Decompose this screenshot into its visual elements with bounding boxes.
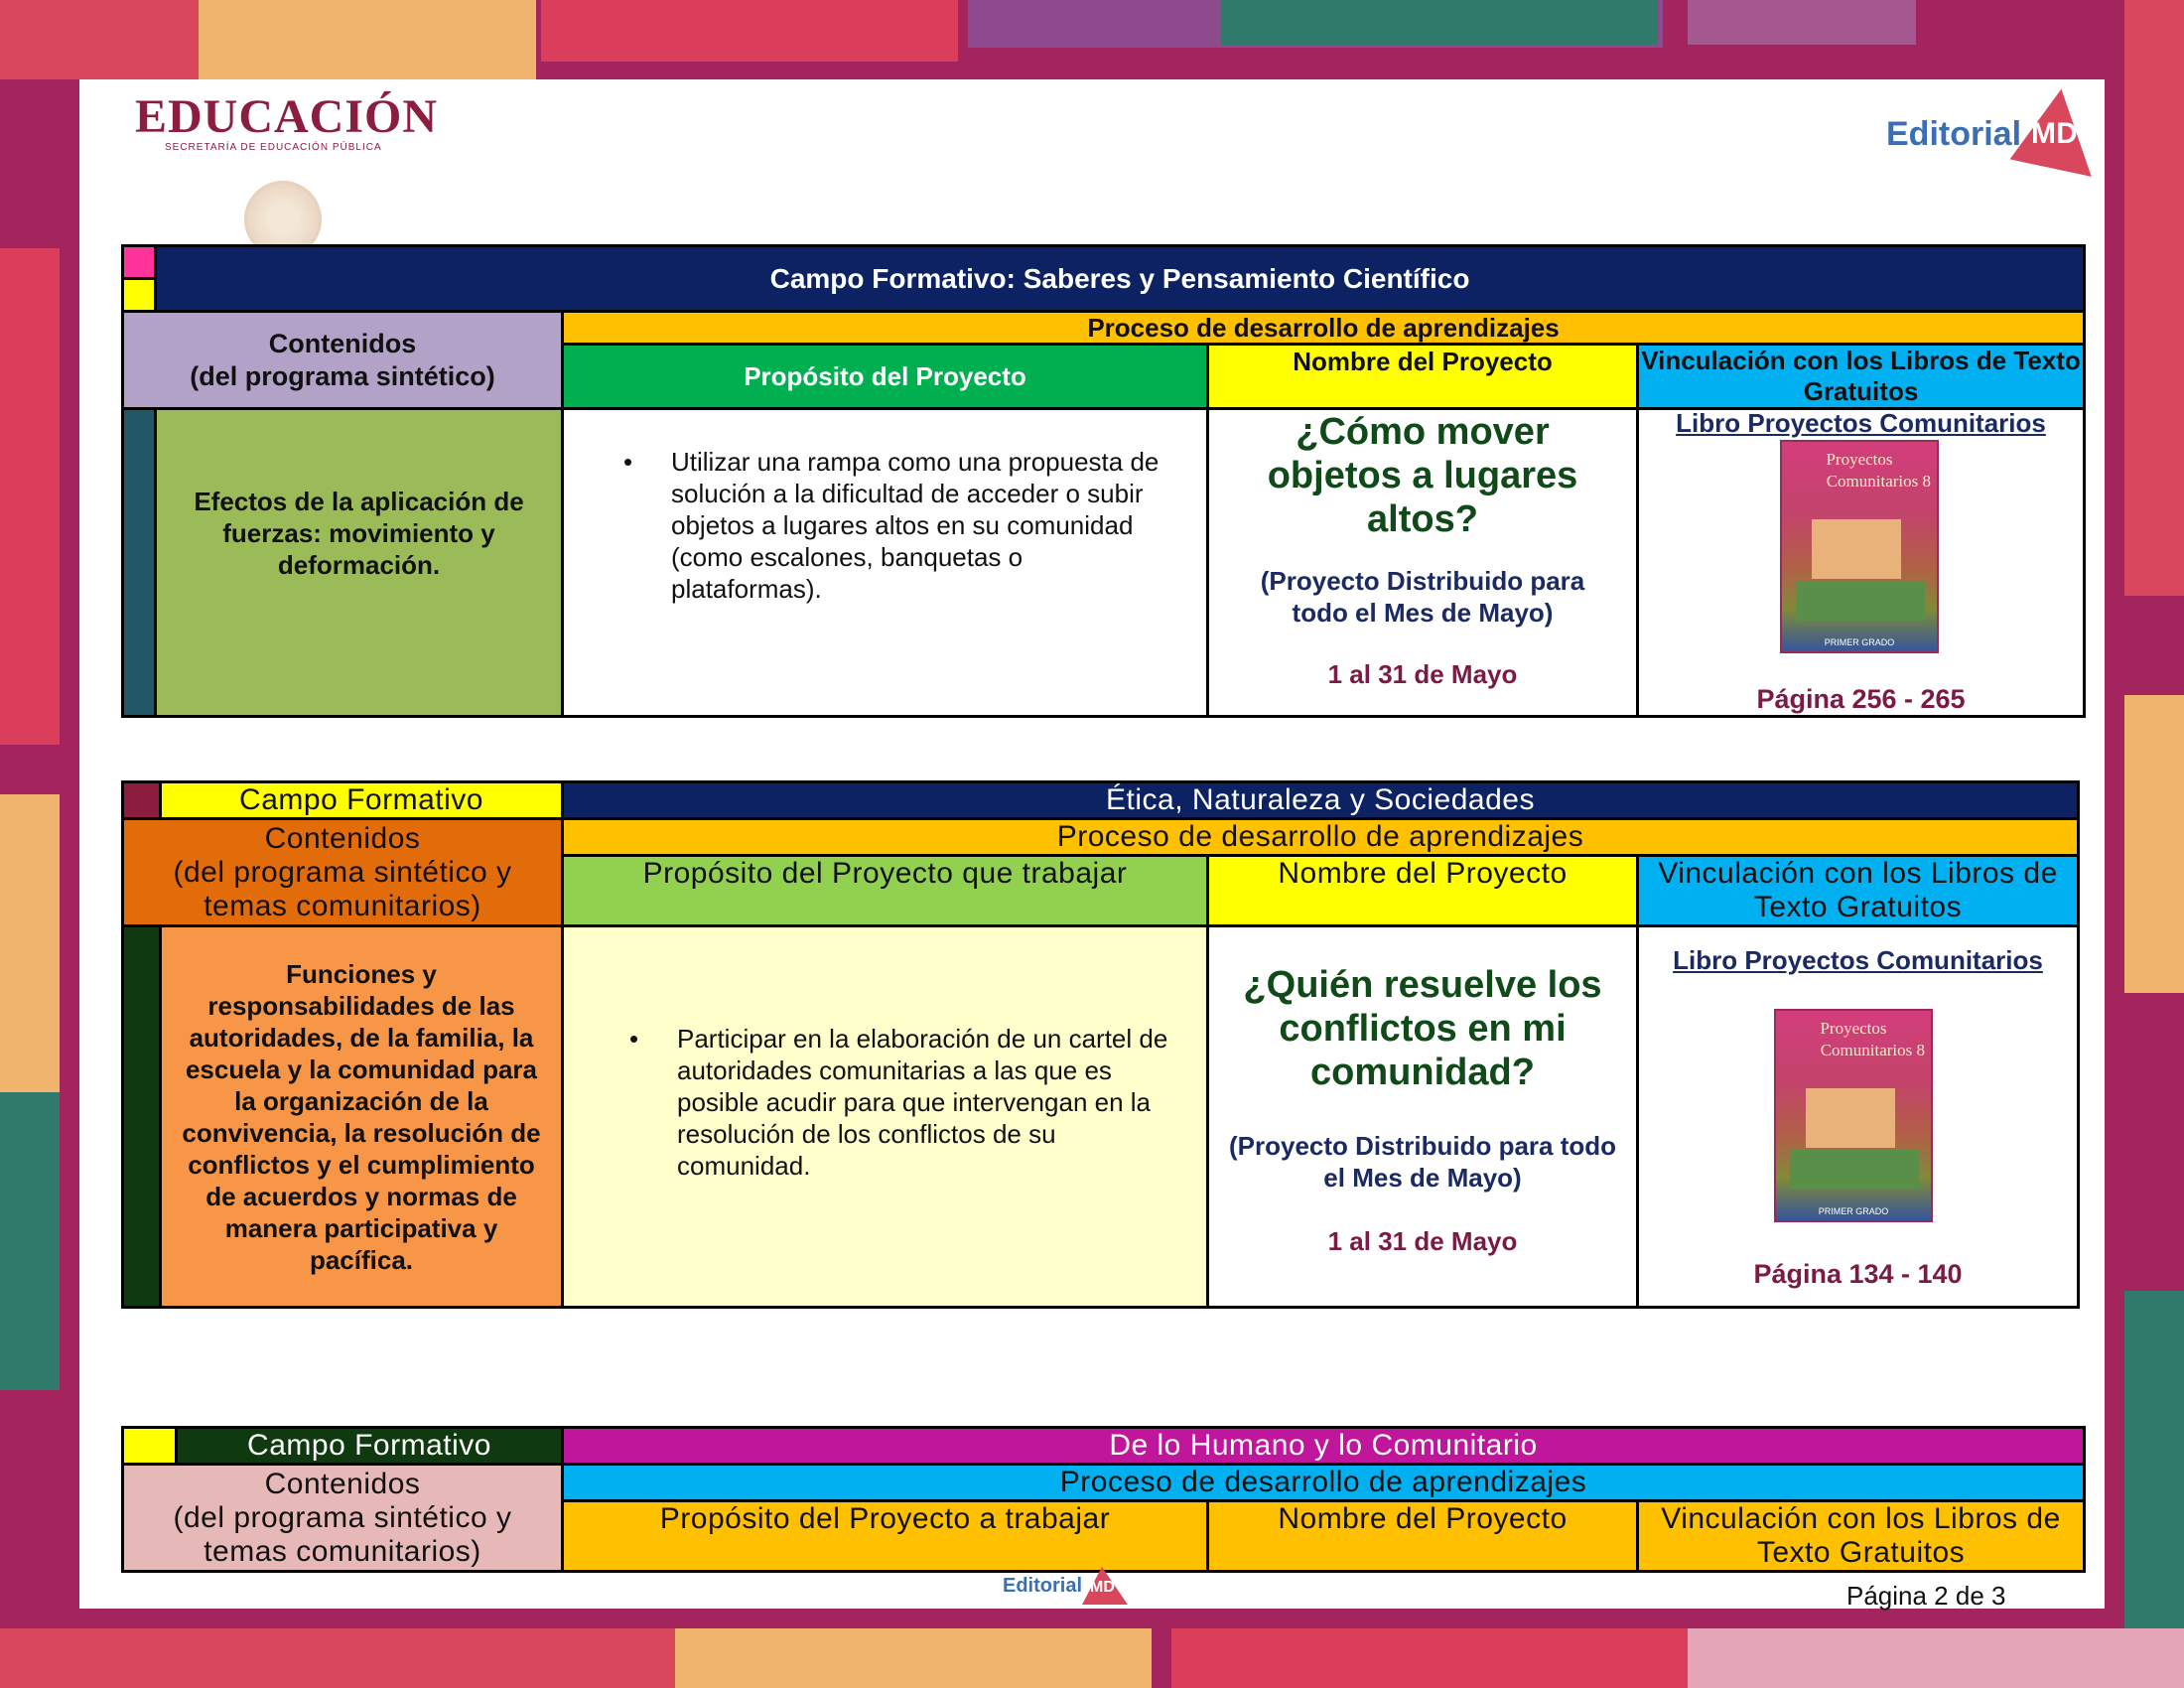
page-reference: Página 256 - 265 — [1756, 684, 1966, 714]
bg-tile — [2124, 695, 2184, 993]
bg-tile — [0, 248, 60, 745]
editorial-logo — [1886, 79, 2105, 189]
color-marker-yellow — [123, 1428, 177, 1465]
bg-tile — [1688, 1628, 2184, 1688]
bg-tile — [1688, 0, 1916, 45]
book-link[interactable]: Libro Proyectos Comunitarios — [1673, 945, 2043, 975]
book-cover-subtitle: Comunitarios 8 — [1820, 1041, 1925, 1059]
project-title: ¿Cómo mover objetos a lugares altos? — [1267, 411, 1578, 540]
book-cover-footer: PRIMER GRADO — [1818, 1206, 1889, 1216]
table-humano — [121, 1426, 2086, 1573]
page-reference: Página 134 - 140 — [1753, 1259, 1963, 1289]
contenido-cell: Funciones y responsabilidades de las autoridades, de la familia, la escuela y la comunidad para la organización de la convivencia, la resolución de conflictos y el cumplimiento de acuerdos y normas de manera participativa y pacífica. — [161, 926, 563, 1308]
campo-title: Campo Formativo: Saberes y Pensamiento Científico — [156, 246, 2085, 312]
color-marker-yellow — [123, 279, 156, 312]
page-number: Página 2 de 3 — [1846, 1581, 2006, 1611]
bg-tile — [1171, 1628, 1688, 1688]
proyecto-cell — [1208, 926, 1638, 1308]
proyecto-cell — [1208, 409, 1638, 717]
bg-tile — [1221, 0, 1658, 45]
proposito-text: Participar en la elaboración de un cartel de autoridades comunitarias a las que es posible acudir para que intervengan en la resolución de los conflictos de su comunidad. — [677, 1024, 1168, 1181]
contenidos-header: Contenidos (del programa sintético y temas comunitarios) — [123, 819, 563, 926]
row-marker — [123, 409, 156, 717]
book-cover-title: Proyectos — [1820, 1019, 1887, 1038]
book-cover-image — [1774, 1009, 1933, 1222]
proceso-header: Proceso de desarrollo de aprendizajes — [563, 312, 2085, 345]
document-page — [79, 79, 2105, 1609]
proposito-header: Propósito del Proyecto a trabajar — [563, 1501, 1208, 1572]
campo-title: Ética, Naturaleza y Sociedades — [563, 782, 2079, 819]
editorial-logo-text: Editorial — [1886, 115, 2022, 153]
editorial-logo-mark: MD — [2031, 117, 2078, 150]
footer-editorial-mark: MD — [1090, 1579, 1115, 1596]
contenido-cell: Efectos de la aplicación de fuerzas: movimiento y deformación. — [156, 409, 563, 717]
vinculacion-cell — [1638, 926, 2079, 1308]
bg-tile — [0, 0, 199, 79]
proposito-cell — [563, 409, 1208, 717]
book-link[interactable]: Libro Proyectos Comunitarios — [1676, 408, 2046, 438]
bg-tile — [0, 1092, 60, 1390]
book-cover-title: Proyectos — [1826, 450, 1893, 469]
footer-editorial-logo — [1003, 1567, 1152, 1607]
color-marker-pink — [123, 246, 156, 279]
campo-label: Campo Formativo — [161, 782, 563, 819]
vinculacion-header: Vinculación con los Libros de Texto Gratuitos — [1638, 1501, 2085, 1572]
campo-label: Campo Formativo — [177, 1428, 563, 1465]
proposito-header: Propósito del Proyecto — [563, 345, 1208, 409]
project-note: (Proyecto Distribuido para todo el Mes de Mayo) — [1260, 566, 1585, 628]
bg-tile — [541, 0, 958, 62]
table-etica — [121, 780, 2080, 1309]
nombre-header: Nombre del Proyecto — [1208, 856, 1638, 926]
contenidos-header: Contenidos (del programa sintético) — [123, 312, 563, 409]
vinculacion-header: Vinculación con los Libros de Texto Gratuitos — [1638, 345, 2085, 409]
vinculacion-cell — [1638, 409, 2085, 717]
book-cover-subtitle: Comunitarios 8 — [1826, 472, 1931, 491]
bg-tile — [0, 1628, 675, 1688]
project-dates: 1 al 31 de Mayo — [1327, 1226, 1518, 1256]
table-saberes — [121, 244, 2086, 718]
proposito-header: Propósito del Proyecto que trabajar — [563, 856, 1208, 926]
bullet-icon: • — [629, 1024, 639, 1054]
project-dates: 1 al 31 de Mayo — [1327, 659, 1518, 689]
proceso-header: Proceso de desarrollo de aprendizajes — [563, 1465, 2085, 1501]
sep-logo-title: EDUCACIÓN — [135, 90, 439, 143]
bg-tile — [2124, 0, 2184, 596]
project-title: ¿Quién resuelve los conflictos en mi comunidad? — [1243, 964, 1602, 1093]
nombre-header: Nombre del Proyecto — [1208, 345, 1638, 409]
vinculacion-header: Vinculación con los Libros de Texto Gratuitos — [1638, 856, 2079, 926]
proposito-text: Utilizar una rampa como una propuesta de solución a la dificultad de acceder o subir objetos a lugares altos en su comunidad (como escalones, banquetas o plataformas). — [671, 447, 1160, 604]
campo-title: De lo Humano y lo Comunitario — [563, 1428, 2085, 1465]
proceso-header: Proceso de desarrollo de aprendizajes — [563, 819, 2079, 856]
proposito-cell — [563, 926, 1208, 1308]
book-cover-footer: PRIMER GRADO — [1824, 637, 1895, 647]
footer-editorial-text: Editorial — [1003, 1575, 1083, 1597]
project-note: (Proyecto Distribuido para todo el Mes de Mayo) — [1228, 1131, 1617, 1193]
contenidos-header: Contenidos (del programa sintético y temas comunitarios) — [123, 1465, 563, 1572]
color-marker-maroon — [123, 782, 161, 819]
bg-tile — [0, 794, 60, 1092]
sep-logo-subtitle: SECRETARÍA DE EDUCACIÓN PÚBLICA — [165, 142, 382, 153]
nombre-header: Nombre del Proyecto — [1208, 1501, 1638, 1572]
book-cover-image — [1780, 440, 1939, 653]
bullet-icon: • — [623, 447, 633, 477]
row-marker — [123, 926, 161, 1308]
bg-tile — [199, 0, 536, 79]
bg-tile — [675, 1628, 1152, 1688]
sep-logo — [135, 89, 453, 258]
